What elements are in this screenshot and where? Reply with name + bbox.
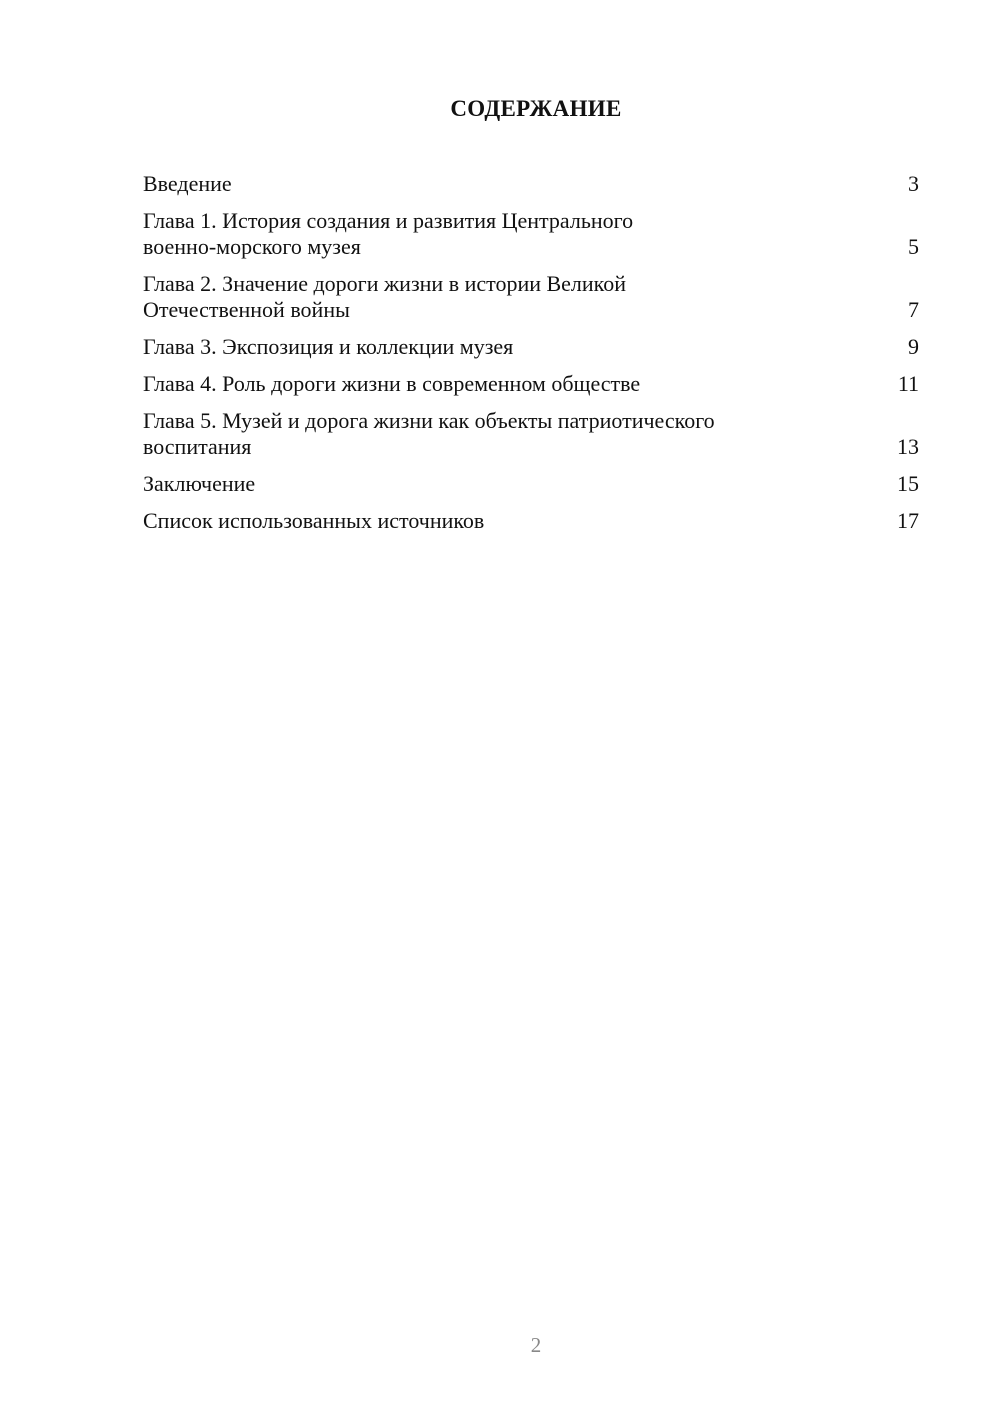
- toc-entry-conclusion: [143, 471, 919, 497]
- footer-page-number: 2: [530, 1333, 542, 1357]
- toc-entry-page-number: 9: [908, 334, 919, 359]
- toc-entry-page-number: 15: [897, 471, 919, 496]
- toc-entry-label: [143, 408, 813, 460]
- toc-entry-chapter-3: [143, 334, 919, 360]
- toc-entry-chapter-1: [143, 208, 919, 260]
- toc-entry-references: [143, 508, 919, 534]
- toc-entry-page-number: 3: [908, 171, 919, 196]
- toc-entry-chapter-4: [143, 371, 919, 397]
- toc-entry-line: воспитания: [143, 434, 252, 459]
- toc-entry-line: Глава 4. Роль дороги жизни в современном обществе: [143, 371, 641, 396]
- toc-entry-line: Введение: [143, 171, 232, 196]
- toc-entry-line: Список использованных источников: [143, 508, 485, 533]
- toc-entry-line: Глава 3. Экспозиция и коллекции музея: [143, 334, 514, 359]
- toc-entry-label: [143, 334, 813, 360]
- toc-entry-page-number: 17: [897, 508, 919, 533]
- toc-entry-label: [143, 271, 813, 323]
- toc-entry-line: Глава 1. История создания и развития Центрального: [143, 208, 634, 233]
- toc-entry-label: [143, 171, 813, 197]
- toc-entry-label: [143, 471, 813, 497]
- toc-entry-line: Отечественной войны: [143, 297, 350, 322]
- toc-entry-line: Глава 5. Музей и дорога жизни как объекты патриотического: [143, 408, 715, 433]
- toc-entry-line: Глава 2. Значение дороги жизни в истории Великой: [143, 271, 627, 296]
- toc-entry-chapter-2: [143, 271, 919, 323]
- toc-entry-introduction: [143, 171, 919, 197]
- toc-entry-line: Заключение: [143, 471, 256, 496]
- table-of-contents: [143, 171, 919, 545]
- toc-entry-page-number: 13: [897, 434, 919, 459]
- toc-entry-page-number: 11: [897, 371, 919, 396]
- toc-entry-label: [143, 208, 813, 260]
- toc-entry-line: военно-морского музея: [143, 234, 361, 259]
- toc-entry-page-number: 7: [908, 297, 919, 322]
- toc-entry-chapter-5: [143, 408, 919, 460]
- page-title: СОДЕРЖАНИЕ: [450, 96, 622, 121]
- toc-entry-label: [143, 371, 813, 397]
- toc-entry-page-number: 5: [908, 234, 919, 259]
- toc-entry-label: [143, 508, 813, 534]
